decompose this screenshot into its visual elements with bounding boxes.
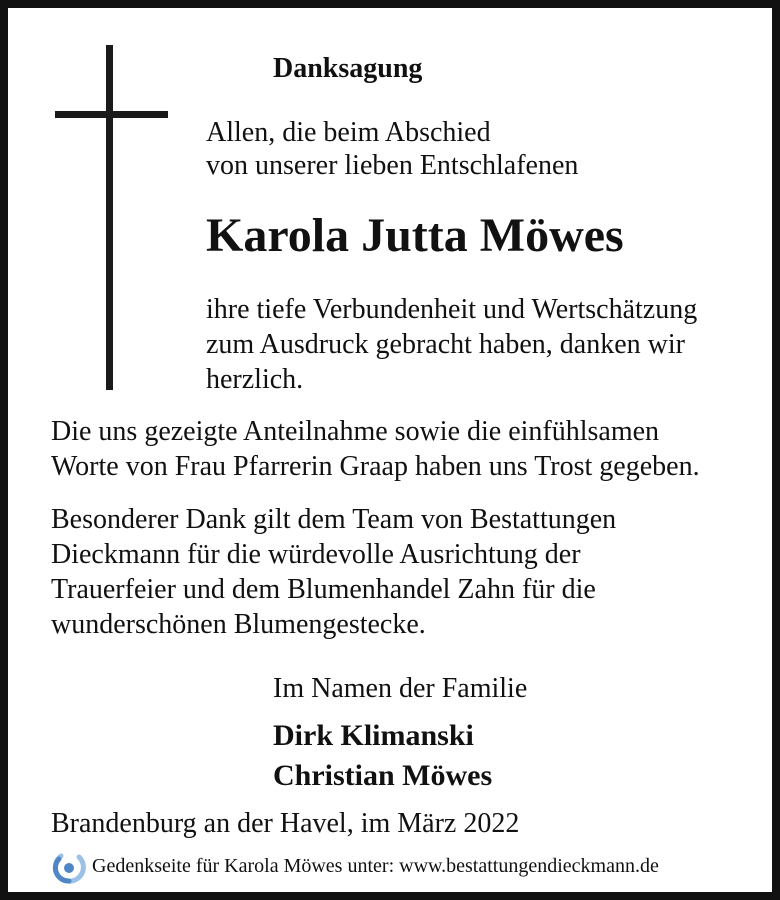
- closing-line: Im Namen der Familie: [273, 673, 528, 704]
- intro-line: Allen, die beim Abschied: [206, 117, 491, 148]
- special-thanks-paragraph: [51, 502, 616, 642]
- signer-name: Dirk Klimanski: [273, 719, 474, 752]
- paragraph-line: Worte von Frau Pfarrerin Graap haben uns Trost gegeben.: [51, 451, 700, 482]
- signers: [273, 716, 492, 796]
- sympathy-paragraph: [51, 414, 700, 484]
- intro-text: [206, 116, 578, 182]
- thanks-line: herzlich.: [206, 364, 304, 395]
- heading: Danksagung: [273, 53, 423, 84]
- deceased-name: Karola Jutta Möwes: [206, 209, 624, 262]
- thanks-line: ihre tiefe Verbundenheit und Wertschätzung: [206, 294, 698, 325]
- intro-line: von unserer lieben Entschlafenen: [206, 150, 579, 181]
- paragraph-line: Die uns gezeigte Anteilnahme sowie die einfühlsamen: [51, 416, 660, 447]
- thanks-line: zum Ausdruck gebracht haben, danken wir: [206, 329, 685, 360]
- paragraph-line: Besonderer Dank gilt dem Team von Bestattungen: [51, 504, 617, 535]
- signer-name: Christian Möwes: [273, 759, 493, 792]
- cross-icon: [106, 45, 113, 390]
- thanks-text: [206, 292, 697, 397]
- paragraph-line: Trauerfeier und dem Blumenhandel Zahn für die: [51, 574, 596, 605]
- cross-icon-bar: [55, 111, 168, 118]
- memorial-page-link[interactable]: Gedenkseite für Karola Möwes unter: www.bestattungendieckmann.de: [92, 855, 659, 877]
- paragraph-line: wunderschönen Blumengestecke.: [51, 609, 426, 640]
- memorial-logo-icon: [52, 851, 86, 885]
- paragraph-line: Dieckmann für die würdevolle Ausrichtung der: [51, 539, 581, 570]
- place-date: Brandenburg an der Havel, im März 2022: [51, 808, 520, 839]
